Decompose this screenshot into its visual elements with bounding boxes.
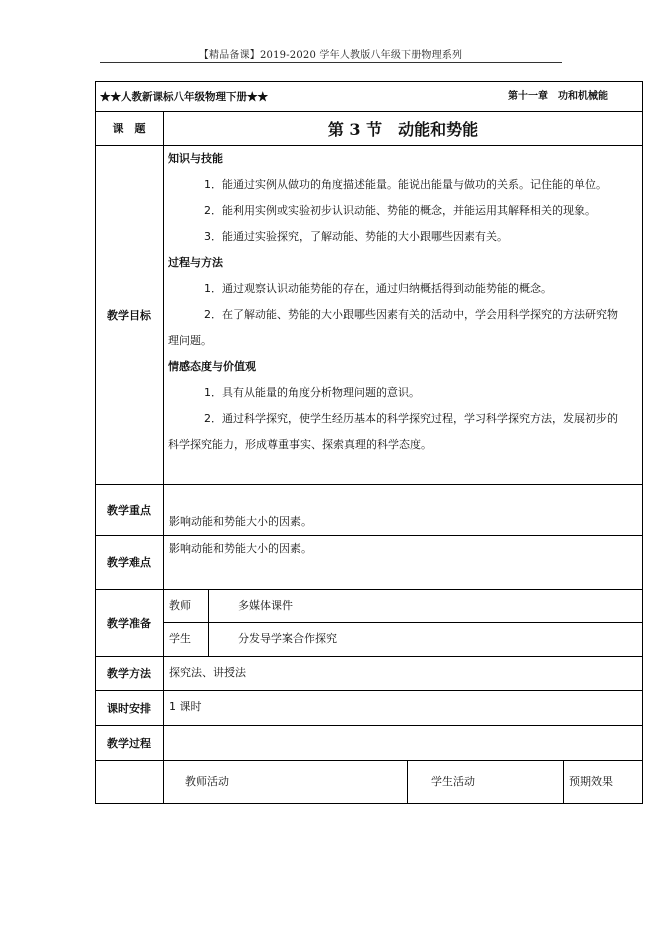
objectives-label: 教学目标 [107,308,151,322]
row-divider [95,656,643,657]
lesson-title: 第 3 节 动能和势能 [327,119,479,139]
column-divider [208,589,209,656]
column-divider [407,760,408,804]
schedule-label: 课时安排 [107,701,151,715]
banner-left: ★★人教新课标八年级物理下册★★ [100,91,268,103]
process-label: 教学过程 [107,736,151,750]
objective-item: 2．在了解动能、势能的大小跟哪些因素有关的活动中，学会用科学探究的方法研究物 [204,308,618,321]
schedule-text: 1 课时 [169,700,202,713]
process-column-header: 学生活动 [431,775,475,788]
row-divider [163,622,643,623]
objectives-content [168,146,638,482]
process-column-header: 预期效果 [569,775,613,788]
objective-item: 2．能利用实例或实验初步认识动能、势能的概念，并能运用其解释相关的现象。 [204,204,596,217]
preparation-content: 分发导学案合作探究 [238,632,337,645]
preparation-label: 教学准备 [107,616,151,630]
row-divider [95,484,643,485]
objective-item: 1．具有从能量的角度分析物理问题的意识。 [204,386,420,399]
row-divider [95,690,643,691]
column-divider [163,111,164,804]
preparation-role: 教师 [169,599,191,612]
key-points-label: 教学重点 [107,503,151,517]
row-divider [95,589,643,590]
row-divider [95,725,643,726]
objective-item: 1．能通过实例从做功的角度描述能量。能说出能量与做功的关系。记住能的单位。 [204,178,607,191]
lesson-label: 课 题 [112,122,146,135]
header-divider [100,62,562,63]
preparation-role: 学生 [169,632,191,645]
process-column-header: 教师活动 [185,775,229,788]
page-header: 【精品备课】2019-2020 学年人教版八年级下册物理系列 [198,50,463,61]
methods-text: 探究法、讲授法 [169,666,246,679]
column-divider [563,760,564,804]
banner-right: 第十一章 功和机械能 [508,91,608,102]
objective-item: 3．能通过实验探究，了解动能、势能的大小跟哪些因素有关。 [204,230,508,243]
section-heading: 情感态度与价值观 [168,360,256,373]
section-heading: 知识与技能 [168,152,223,165]
objective-item: 2．通过科学探究，使学生经历基本的科学探究过程，学习科学探究方法，发展初步的 [204,412,618,425]
objective-item: 理问题。 [168,334,212,347]
row-divider [95,535,643,536]
objective-item: 科学探究能力，形成尊重事实、探索真理的科学态度。 [168,438,432,451]
section-heading: 过程与方法 [168,256,223,269]
objective-item: 1．通过观察认识动能势能的存在，通过归纳概括得到动能势能的概念。 [204,282,552,295]
difficulties-label: 教学难点 [107,556,151,569]
difficulties-text: 影响动能和势能大小的因素。 [169,542,312,555]
preparation-content: 多媒体课件 [238,599,293,612]
row-divider [95,760,643,761]
methods-label: 教学方法 [107,667,151,680]
key-points-text: 影响动能和势能大小的因素。 [169,515,312,528]
